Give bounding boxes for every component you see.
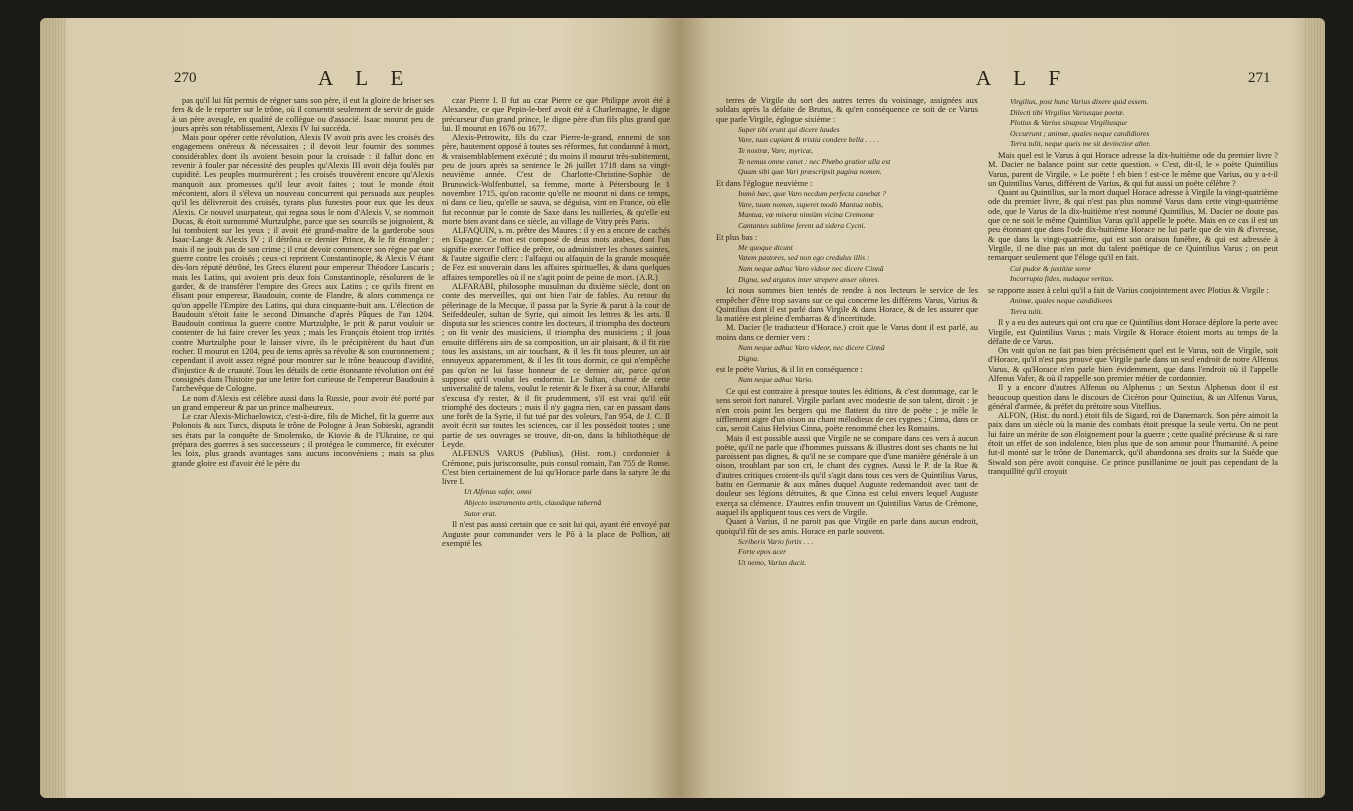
verse-line: Vatem pastores, sed non ego credulus illis :	[738, 253, 870, 263]
right-head-title: A L F	[976, 66, 1070, 90]
verse-line: Nam neque adhuc Varo videor nec dicere Cinnâ	[738, 264, 884, 274]
verse-line: Digna, sed argutos inter strepere anser olores.	[738, 274, 880, 284]
verse-line: Nam neque adhuc Vario.	[738, 375, 814, 385]
paragraph: ALFENUS VARUS (Publius), (Hist. rom.) cordonnier à Crémone, puis jurisconsulte, puis consul romain, l'an 755 de Rome. C'est bien certainement de lui qu'Horace parle dans la satyre 3e du livre I.	[442, 449, 670, 487]
paragraph: ALFAQUIN, s. m. prêtre des Maures : il y en a encore de cachés en Espagne. Ce mot est composé de deux mots arabes, dont l'un signifie exercer l'office de prêtre, ou administrer les choses saintes, & l'autre signifie clerc : l'alfaqui ou alfaquin de la grande mosquée de Fez est souverain dans les affaires spirituelles, & dans quelques affaires temporelles où il ne s'agit point de peine de mort. (A.R.)	[442, 226, 670, 282]
verse-line: Plotius & Varius sinapsse Virgiliusque	[1010, 118, 1127, 128]
right-column-1	[716, 96, 978, 786]
right-running-head	[718, 66, 1288, 94]
paragraph: ALFARABI, philosophe musulman du dixième siècle, dont on conte des merveilles, qui ont bien l'air de fables. Au retour du pèlerinage de la Mecque, il passa par la Syrie & parut à la cour de Seifeddeuler, sultan de Syrie, qui aimoit les lettres & les arts. Il disputa sur les sciences contre les docteurs, il triompha des docteurs ; on fit venir des musiciens, il triompha des musiciens ; il joua ensuite différens airs de sa composition, un air plaisant, & il fit rire tous les assistans, un air touchant, & il les fit tous pleurer, un air ennuyeux apparemment, & il les fit tous dormir, ce qui n'empêche pas qu'on ne lui fasse honneur de ce dernier air, parce qu'on suppose qu'il voulut les endormir. Le Sultan, charmé de cette universalité de talens, voulut le retenir & le fixer à sa cour, Alfarabi s'excusa d'y rester, & il fit prudemment, s'il est vrai qu'il eût triomphé des docteurs ; mais il n'y gagna rien, car en passant dans une forêt de la Syrie, il fut tué par des voleurs, l'an 954, de J. C. Il avoit écrit sur toutes les sciences, car il les possédoit toutes ; une partie de ses ouvrages se trouve, dit-on, dans la bibliothèque de Leyde.	[442, 281, 670, 449]
left-head-title: A L E	[318, 66, 413, 90]
verse-line: Cantantes sublime ferent ad sidera Cycni.	[738, 220, 866, 230]
paragraph: ALFON, (Hist. du nord.) étoit fils de Sigard, roi de Danemarck. Son père aimoit la paix dans un siècle où la manie des combats étoit presque la seule vertu. On ne peut lui faire un mérite de son éloignement pour la guerre ; cette qualité précieuse & si rare étoit un effet de son indolence, bien plus que de son amour pour l'humanité. A peine fut-il monté sur le trône de Danemarck, qu'il abandonna ses droits sur la Suède que Siwald son père avoit conquise. Ce prince pusillanime ne jouit pas cependant de la tranquillité qu'il croyoit	[988, 411, 1278, 476]
paragraph: Ici nous sommes bien tentés de rendre à nos lecteurs le service de les empêcher d'être trop savans sur ce qui concerne les différens Varus, Varius & Quintilius dont il est parlé dans Virgile & dans Horace, & de les assurer que la matière est pleine d'embarras & d'incertitude.	[716, 286, 978, 324]
open-book	[40, 18, 1325, 798]
paragraph: se rapporte assez à celui qu'il a fait de Varius conjointement avec Plotius & Virgile :	[988, 285, 1269, 295]
verse-line: Scriberis Vario fortis . . .	[738, 536, 814, 546]
verse-line: Sutor erat.	[464, 508, 497, 518]
left-page-number: 270	[174, 70, 197, 86]
verse-line: Virgilius, post hunc Varius dixere quid essem.	[1010, 97, 1149, 106]
verse-line: Abjecto instrumento artis, clausâque tabernâ	[464, 498, 602, 508]
verse-line: Me quoque dicunt	[738, 242, 793, 252]
page-edges-right	[1303, 18, 1325, 798]
paragraph: Il y a eu des auteurs qui ont cru que ce Quintilius dont Horace déplore la perte avec Virgile, est Quintilius Varus ; mais Virgile & Horace étoient morts au temps de la défaite de ce Varus.	[988, 318, 1278, 346]
verse-line: Immò hæc, quæ Varo necdum perfecta canebat ?	[738, 189, 886, 199]
paragraph: Le czar Alexis-Michaelowicz, c'est-à-dire, fils de Michel, fit la guerre aux Polonois & aux Turcs, disputa le trône de Pologne à Jean Sobieski, agrandit ses états par la conquête de Smolensko, de Kiovie & de l'Ukraine, ce qui prépara des guerres à ses successeurs ; il protégea le commerce, fit exécuter les loix, plus grands avantages sans aucuns inconvéniens ; mais sa plus grande gloire est d'avoir été le père du	[172, 412, 434, 468]
paragraph: Mais pour opérer cette révolution, Alexis IV avoit pris avec les croisés des engagemens onéreux & nécessaires ; il devoit leur fournir des sommes considérables dont ils avoient besoin pour la croisade : il fallut donc en revenir à fouler par nécessité des peuples qu'Alexis III avoit déja foulés par cupidité. Les peuples murmurèrent ; les croisés trouvèrent encore qu'Alexis manquoit aux promesses qu'il leur avoit faites ; tout le monde étoit mécontent, alors il s'éleva un nouveau concurrent qui persuada aux peuples qu'il les délivreroit des croisés, tyrans plus funestes pour eux que les deux Alexis. Ce nouvel usurpateur, qui regna sous le nom d'Alexis V, se nommoit Ducas, & étoit surnommé Murtzulphe, parce que ses sourcils se joignoient, & lui tomboient sur les yeux ; il avoit été grand-maître de la garderobe sous Isaac-Lange & Alexis IV ; il détrôna ce dernier Prince, & le fit étrangler ; mais il ne jouit pas de son crime ; il crut devoir commencer son règne par une guerre contre les croisés ; ceux-ci reprirent Constantinople, & Alexis V étant dès-lors réputé détrôné, les Grecs élurent pour empereur Théodore Lascaris ; mais les Latins, qui avoient pris deux fois Constantinople, résolurent de le garder, & de transférer l'empire des Grecs aux Latins ; ce qu'ils firent en élisant pour empereur, Baudouin, comte de Flandre, & alors commença ce qu'on appelle l'Empire des Latins, qui dura cinquante-huit ans. L'élection de Baudouin s'étoit faite le second Dimanche d'après Pâques de l'an 1204. Baudouin continua la guerre contre Murtzulphe, le prit & parut vouloir se contenter de lui faire crever les yeux ; mais les François étoient trop irrités contre Murtzulphe pour le laisser vivre, ils le précipitèrent du haut d'un rocher. Il mourut en 1204, peu de tems après sa révolte & son couronnement ; cependant il avoit assez régné pour montrer sur le trône beaucoup d'avidité, d'injustice & de cruauté. Tous les détails de cette étonnante révolution ont été consignés dans l'histoire par une lettre fort curieuse de l'empereur Baudouin à l'archevêque de Cologne.	[172, 133, 434, 394]
paragraph: czar Pierre I. Il fut au czar Pierre ce que Philippe avoit été à Alexandre, ce que Pepin-le-bref avoit été à Charlemagne, le digne précurseur d'un grand prince, le digne père d'un fils plus grand que lui. Il mourut en 1676 ou 1677.	[442, 96, 670, 133]
verse-line: Quam sibi quæ Vari præscripsit pagina nomen.	[738, 167, 882, 177]
paragraph: M. Dacier (le traducteur d'Horace.) croit que le Varus dont il est parlé, au moins dans ce dernier vers :	[716, 323, 978, 342]
right-page-number: 271	[1248, 70, 1271, 86]
verse-line: Animæ, quales neque candidiores	[1010, 296, 1113, 306]
paragraph: Quant au Quintilius, sur la mort duquel Horace adresse à Virgile la vingt-quatrième ode du premier livre, & qui n'est pas plus nommé Varus dans cette vingt-quatrième ode, que le Varus de la dix-huitième n'est nommé Quintilius, M. Dacier ne doute pas que ce ne soit le même Quintilius Varus qu'il appelle le poëte. Mais en ce cas il est un peu étonnant que dans l'ode dix-huitième Horace ne lui parle que de vin & d'ivresse, & que dans la vingt-quatrième, qui est son oraison funèbre, & qui est adressée à Virgile, il ne dise pas un mot du talent poëtique de ce Quintilius Varus ; on peut remarquer seulement que l'éloge qu'il en fait.	[988, 188, 1278, 263]
paragraph: Et plus bas :	[716, 232, 758, 242]
right-column-2	[988, 96, 1278, 786]
right-page	[680, 18, 1325, 798]
verse-line: Te nostræ, Vare, myricæ,	[738, 146, 813, 156]
verse-line: Ut nemo, Varius ducit.	[738, 558, 807, 567]
verse-line: Occurrunt ; animæ, quales neque candidiores	[1010, 128, 1150, 138]
verse-line: Dilecti tibi Virgilius Variusque poetæ.	[1010, 107, 1125, 117]
verse-line: Forte epos acer	[738, 547, 787, 557]
verse-line: Digna.	[738, 353, 759, 363]
paragraph: Mais quel est le Varus à qui Horace adresse la dix-huitième ode du premier livre ? M. Dacier ne balance point sur cette question. « C'est, dit-il, le » poëte Quintilius Varus, parent de Virgile. » Le poëte ! eh bien ! est-ce le même que Varius, ou y a-t-il un Quintilius Varus, différent de Varius, & qui fut aussi un poëte célèbre ?	[988, 150, 1278, 188]
paragraph: Mais il est possible aussi que Virgile ne se compare dans ces vers à aucun poëte, qu'il ne parle que d'hommes puissans & illustres dont ses chants ne lui paroissent pas dignes, & qu'il ne se compare que d'une manière générale à un oison, troublant par son cri, le chant des cygnes. Aussi le P. de la Rue & d'autres critiques croient-ils qu'il s'agit dans tous ces vers de Quintilius Varus, battu en Germanie & aux mânes duquel Auguste redemandoit avec tant de douleur ses légions détruites, & que Cinna est celui envers lequel Auguste exerça sa clémence. D'autres enfin trouvent un Quintilius Varus de Crémone, auquel ils appliquent tous ces vers de Virgile.	[716, 433, 978, 517]
verse-line: Ut Alfenus vafer, omni	[464, 487, 532, 497]
verse-line: Te nemus omne canet : nec Phœbo gratior ulla est	[738, 156, 891, 166]
page-edges-left	[40, 18, 66, 798]
paragraph: Il y a encore d'autres Alfenus ou Alphenus ; un Sextus Alphenus dont il est beaucoup question dans le discours de Cicéron pour Quinctius, & un Alfenus Varus, général d'armée, & préfet du prétoire sous Vitellius.	[988, 383, 1278, 411]
verse-line: Nam neque adhuc Varo videor, nec dicere Cinnâ	[738, 342, 885, 352]
verse-line: Terra tulit, neque queis me sit devinctior alter.	[1010, 139, 1151, 149]
paragraph: terres de Virgile du sort des autres terres du voisinage, assignées aux soldats après la défaite de Brutus, & qu'en conséquence ce soit de ce Varus que parle Virgile, églogue sixième :	[716, 96, 978, 124]
verse-line: Cui pudor & justitiæ soror	[1010, 263, 1092, 273]
paragraph: est le poëte Varius, & il lit en conséquence :	[716, 365, 863, 375]
paragraph: Quant à Varius, il ne paroit pas que Virgile en parle dans aucun endroit, quoiqu'il fût de ses amis. Horace en parle souvent.	[716, 517, 978, 536]
left-page	[40, 18, 680, 798]
verse-line: Vare, tuas cupiant & tristia condere bella . . . .	[738, 135, 879, 145]
paragraph: Alexis-Petrowitz, fils du czar Pierre-le-grand, ennemi de son père, hautement opposé à toutes ses réformes, fut condamné à mort, & vraisemblablement exécuté ; du moins il mourut très-subitement, peu de jours après sa sentence le 26 juillet 1718 dans sa vingt-neuvième année. C'est de Charlotte-Christine-Sophie de Brunswick-Wolfenbuttel, sa femme, morte à Pétersbourg le 1 novembre 1715, qu'on raconte qu'elle ne mourut ni dans ce temps, ni dans ce lieu, qu'elle se sauva, se déguisa, vint en France, où elle fut reconnue par le comte de Saxe dans les tuilleries, & qu'elle est morte bien avant dans ce siècle, au village de Vitry près Paris.	[442, 133, 670, 226]
verse-line: Mantua, væ miseræ nimiùm vicina Cremonæ	[738, 210, 874, 220]
left-running-head	[168, 66, 648, 94]
verse-line: Vare, tuum nomen, superet modò Mantua nobis,	[738, 199, 884, 209]
left-column-1	[172, 96, 434, 786]
verse-line: Super tibi erunt qui dicere laudes	[738, 124, 840, 134]
paragraph: On voit qu'on ne fait pas bien précisément quel est le Varus, soit de Virgile, soit d'Horace, qu'il n'est pas prouvé que Virgile parle dans un seul endroit de notre Alfenus Varus, & qu'Horace n'en parle bien évidemment, que dans l'endroit où il l'appelle Alfenus Vafer, & où il rappelle son premier métier de cordonnier.	[988, 346, 1278, 383]
paragraph: Il n'est pas aussi certain que ce soit lui qui, ayant été envoyé par Auguste pour commander vers le Pô à la place de Pollion, ait exempté les	[442, 520, 670, 548]
verse-line: Terra tulit.	[1010, 306, 1043, 316]
paragraph: Ce qui est contraire à presque toutes les éditions, & c'est dommage, car le sens seroit fort naturel. Virgile parlant avec modestie de son talent, diroit : je n'en crois point les bergers qui me flattent du titre de poëte ; je mêle le sifflement aigre d'un oison au chant mélodieux de ces cygnes ; Cinna, dans ce cas, seroit Caius Helvius Cinna, poëte renommé chez les Romains.	[716, 387, 978, 434]
left-column-2	[442, 96, 670, 786]
paragraph: Et dans l'églogue neuvième :	[716, 178, 813, 188]
paragraph: pas qu'il lui fût permis de régner sans son père, il eut la gloire de briser ses fers & de le reporter sur le trône, où il consentit seulement de servir de guide à un père aveugle, en qualité de collègue ou d'associé. Isaac mourut peu de jours après son rétablissement, Alexis IV lui succéda.	[172, 96, 434, 133]
paragraph: Le nom d'Alexis est célèbre aussi dans la Russie, pour avoir été porté par un grand empereur & par un prince malheureux.	[172, 393, 434, 412]
verse-line: Incorrupta fides, nudaque veritas.	[1010, 274, 1114, 284]
